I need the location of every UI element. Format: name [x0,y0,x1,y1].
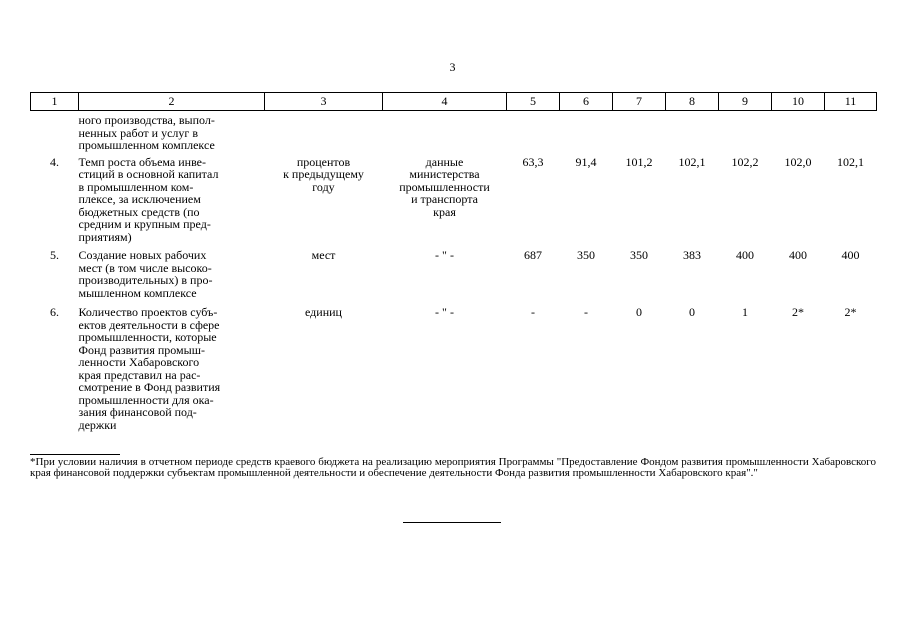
value-cell: 687 [524,248,542,262]
value-cell: 0 [636,305,642,319]
unit-text: единиц [305,305,342,319]
value-cell: 400 [789,248,807,262]
table-row-continuation [31,111,877,156]
value-cell: 350 [630,248,648,262]
column-header: 9 [719,93,772,111]
page-number: 3 [449,60,456,74]
value-cell: - [584,305,588,319]
source-text: - " - [435,305,454,319]
value-cell: 383 [683,248,701,262]
value-cell: 102,0 [784,154,812,169]
footnote: *При условии наличия в отчетном периоде средств краевого бюджета на реализацию мероприятия Программы "Предоставление Фондом развития промышленности Хабаровского края финансовой поддержки субъектам промышленной деятельности и обеспечение деятельности Фонда развития промышленности Хабаровского края"." [30,456,876,479]
end-of-document-line [403,522,501,523]
value-cell: 0 [689,305,695,319]
value-cell: 101,2 [625,154,653,169]
row-number: 5. [50,248,59,262]
value-cell: 102,1 [837,154,864,169]
value-cell: 400 [841,248,860,262]
value-cell: 102,1 [678,154,706,169]
column-header: 6 [560,93,613,111]
value-cell: 2* [844,305,857,319]
table-row [31,156,877,250]
value-cell: 400 [736,248,754,262]
column-header: 3 [265,93,383,111]
column-header: 8 [666,93,719,111]
table-row [31,306,877,431]
indicator-text: ного производства, выпол- ненных работ и услуг в промышленном комплексе [78,113,215,152]
column-header: 10 [772,93,825,111]
indicator-text: Количество проектов субъ- ектов деятельности в сфере промышленности, которые Фонд развития промыш- ленности Хабаровского края представил на рас- смотрение в Фонд развития промышленности для ока- зания финансовой под- держки [78,305,221,432]
unit-text: процентов к предыдущему году [283,154,364,194]
column-header: 11 [825,93,877,111]
column-number-row [31,93,877,111]
table-row [31,249,877,306]
column-header: 1 [31,93,79,111]
source-text: - " - [435,248,454,262]
indicators-table [30,92,877,431]
column-header: 2 [79,93,265,111]
value-cell: 63,3 [522,154,544,169]
indicator-text: Создание новых рабочих мест (в том числе высоко- производительных) в про- мышленном комплексе [78,248,213,300]
unit-text: мест [311,248,336,262]
footnote-divider [30,454,120,455]
value-cell: 1 [742,305,748,319]
column-header: 4 [383,93,507,111]
source-text: данные министерства промышленности и транспорта края [399,154,490,219]
row-number: 6. [50,305,59,319]
indicator-text: Темп роста объема инве- стиций в основной капитал в промышленном ком- плексе, за исключением бюджетных средств (по средним и крупным пред- приятиям) [78,154,219,244]
value-cell: 350 [577,248,595,262]
column-header: 7 [613,93,666,111]
value-cell: 2* [792,305,804,319]
value-cell: 102,2 [731,154,759,169]
column-header: 5 [507,93,560,111]
row-number: 4. [50,154,59,169]
value-cell: 91,4 [575,154,597,169]
value-cell: - [531,305,535,319]
